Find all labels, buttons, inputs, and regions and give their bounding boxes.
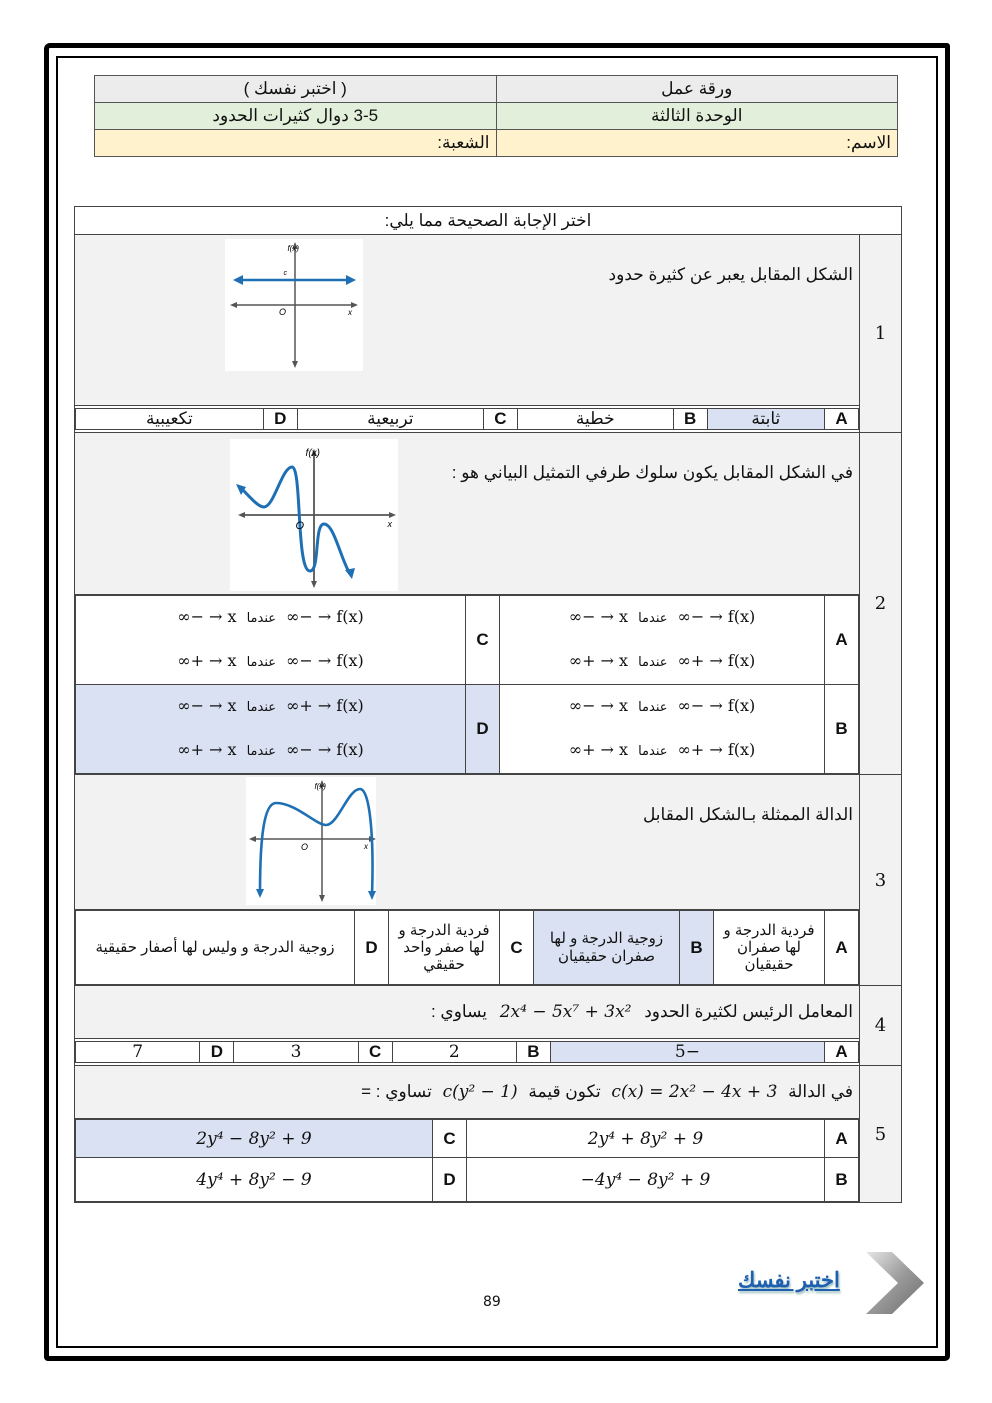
option-letter-b: B (680, 911, 714, 985)
question-3 (75, 775, 902, 910)
option-c[interactable]: تربيعية (297, 409, 483, 430)
test-yourself-link[interactable]: اختبر نفسك (738, 1269, 840, 1292)
option-letter-d: D (263, 409, 297, 430)
option-letter-c: C (500, 911, 534, 985)
question-4 (75, 986, 902, 1039)
question-stem: الشكل المقابل يعبر عن كثيرة حدود (608, 265, 853, 284)
option-letter-a: A (825, 1120, 859, 1158)
options-row (75, 408, 859, 430)
page-number: 89 (483, 1294, 501, 1310)
y-axis-label: f(x) (314, 782, 326, 791)
y-axis-label: f(x) (305, 448, 320, 459)
question-stem-cell (75, 433, 860, 595)
x-axis-label: x (348, 308, 352, 317)
name-field[interactable]: الاسم: (496, 130, 898, 157)
option-a[interactable]: 2y⁴ + 8y² + 9 (467, 1120, 825, 1158)
x-axis-label: x (364, 842, 368, 851)
question-1 (75, 235, 902, 406)
lesson-label: 3-5 دوال كثيرات الحدود (95, 103, 497, 130)
question-stem-cell (75, 986, 860, 1039)
option-letter-d: D (200, 1042, 234, 1063)
option-letter-b: B (825, 685, 859, 774)
graph-constant-function (225, 239, 363, 371)
c-label: c (283, 270, 287, 277)
question-number: 4 (860, 986, 902, 1066)
graph-end-behavior (230, 439, 398, 591)
option-letter-b: B (673, 409, 707, 430)
worksheet-label: ورقة عمل (496, 76, 898, 103)
option-letter-c: C (466, 596, 500, 685)
test-label: ( اختبر نفسك ) (95, 76, 497, 103)
option-letter-d: D (433, 1158, 467, 1202)
origin-label: O (295, 520, 304, 532)
question-stem: المعامل الرئيس لكثيرة الحدود 2x⁴ − 5x⁷ + 3x² يساوي : (430, 1002, 853, 1022)
option-b[interactable]: f(x) → −∞عندماx → −∞ f(x) → +∞عندماx → +∞ (500, 685, 825, 774)
option-a[interactable]: −5 (550, 1042, 824, 1063)
option-letter-a: A (825, 409, 859, 430)
option-letter-b: B (516, 1042, 550, 1063)
option-a[interactable]: f(x) → −∞عندماx → −∞ f(x) → +∞عندماx → +∞ (500, 596, 825, 685)
question-number: 5 (860, 1066, 902, 1203)
option-letter-d: D (355, 911, 389, 985)
argument-expression: c(y² − 1) (442, 1082, 518, 1102)
header-table (94, 75, 898, 157)
question-stem-cell (75, 1066, 860, 1119)
question-stem-cell (75, 775, 860, 910)
question-number: 1 (860, 235, 902, 433)
quiz-table (74, 206, 902, 1203)
option-d[interactable]: f(x) → +∞عندماx → −∞ f(x) → −∞عندماx → +∞ (76, 685, 466, 774)
option-a[interactable]: ثابتة (707, 409, 824, 430)
option-b[interactable]: −4y⁴ − 8y² + 9 (467, 1158, 825, 1202)
question-number: 3 (860, 775, 902, 986)
unit-label: الوحدة الثالثة (496, 103, 898, 130)
x-axis-label: x (387, 519, 392, 529)
option-b[interactable]: خطية (517, 409, 673, 430)
option-letter-c: C (358, 1042, 392, 1063)
question-2 (75, 433, 902, 595)
option-letter-b: B (825, 1158, 859, 1202)
option-b[interactable]: زوجية الدرجة و لها صفران حقيقيان (534, 911, 680, 985)
option-letter-a: A (825, 911, 859, 985)
section-field[interactable]: الشعبة: (95, 130, 497, 157)
option-c[interactable]: 2y⁴ − 8y² + 9 (76, 1120, 433, 1158)
option-c[interactable]: 3 (234, 1042, 358, 1063)
origin-label: O (300, 842, 308, 852)
polynomial-expression: 2x⁴ − 5x⁷ + 3x² (499, 1002, 632, 1022)
option-a[interactable]: فردية الدرجة و لها صفران حقيقيان (714, 911, 825, 985)
options-grid (75, 595, 859, 774)
question-stem: الدالة الممثلة بـالشكل المقابل (642, 805, 853, 824)
question-5 (75, 1066, 902, 1119)
question-stem: في الشكل المقابل يكون سلوك طرفي التمثيل البياني هو : (451, 463, 853, 482)
chevron-right-icon (862, 1250, 928, 1316)
function-expression: c(x) = 2x² − 4x + 3 (611, 1082, 778, 1102)
options-grid (75, 1119, 859, 1202)
option-d[interactable]: زوجية الدرجة و وليس لها أصفار حقيقية (76, 911, 355, 985)
options-row (75, 1041, 859, 1063)
options-row (75, 910, 859, 985)
option-letter-a: A (825, 596, 859, 685)
option-letter-a: A (825, 1042, 859, 1063)
option-c[interactable]: فردية الدرجة و لها صفر واحد حقيقي (389, 911, 500, 985)
quiz-instruction: اختر الإجابة الصحيحة مما يلي: (75, 207, 902, 235)
option-letter-c: C (483, 409, 517, 430)
option-b[interactable]: 2 (392, 1042, 516, 1063)
graph-even-degree (246, 777, 376, 905)
y-axis-label: f(x) (287, 244, 299, 253)
option-c[interactable]: f(x) → −∞عندماx → −∞ f(x) → −∞عندماx → +∞ (76, 596, 466, 685)
origin-label: O (278, 307, 286, 317)
option-d[interactable]: 7 (76, 1042, 200, 1063)
question-stem: في الدالة c(x) = 2x² − 4x + 3 تكون قيمة c(y² − 1) تساوي : = (361, 1082, 853, 1102)
option-d[interactable]: 4y⁴ + 8y² − 9 (76, 1158, 433, 1202)
question-stem-cell (75, 235, 860, 406)
option-d[interactable]: تكعيبية (76, 409, 264, 430)
question-number: 2 (860, 433, 902, 775)
option-letter-d: D (466, 685, 500, 774)
option-letter-c: C (433, 1120, 467, 1158)
